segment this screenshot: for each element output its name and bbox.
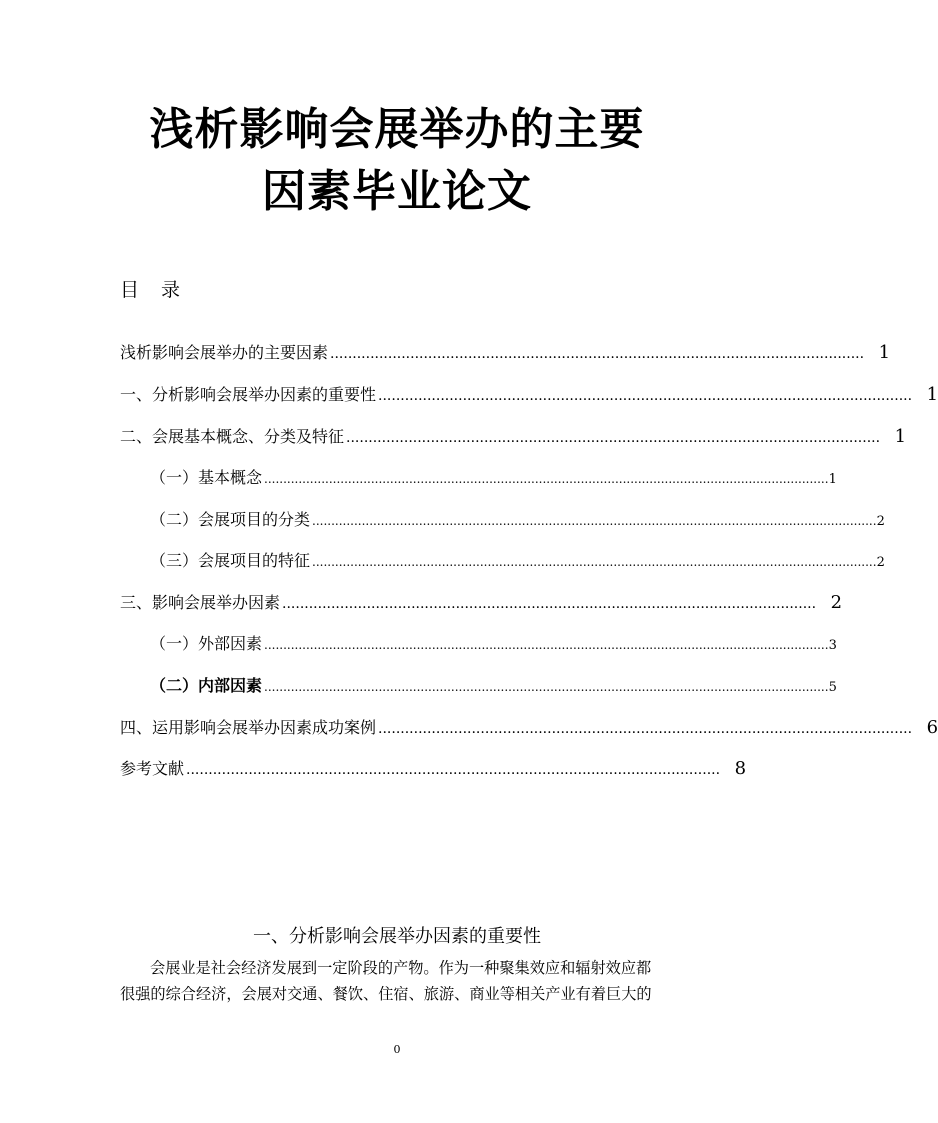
toc-heading [120,278,180,302]
toc-entry-page: 8 [734,758,747,779]
toc-entry-label: 二、会展基本概念、分类及特征 [120,427,345,446]
toc-entry-page: 2 [830,592,843,613]
toc-dot-leader: ........................................................................................................................ [186,762,721,778]
toc-entry[interactable] [150,507,885,533]
toc-dot-leader: ........................................................................................................................ [346,430,881,446]
toc-entry-label: （一）基本概念 [150,468,263,487]
toc-dot-leader: .................................................................................................................................................... [264,472,829,486]
toc-entry-label: 浅析影响会展举办的主要因素 [120,343,329,362]
toc-entry-page: 2 [876,514,885,529]
toc-dot-leader: ........................................................................................................................ [330,346,865,362]
toc-entry-page: 5 [828,680,837,695]
toc-entry-label: （三）会展项目的特征 [150,551,311,570]
toc-entry-page: 2 [876,555,885,570]
toc-entry[interactable] [150,465,837,491]
toc-entry[interactable] [120,424,907,450]
body-paragraph [120,955,675,1007]
toc-entry[interactable] [120,590,843,616]
toc-heading-right: 录 [161,279,181,301]
toc-entry-label: （二）内部因素 [150,676,263,695]
toc-entry-label: （一）外部因素 [150,634,263,653]
toc-entry[interactable] [120,756,747,782]
paragraph-line: 很强的综合经济，会展对交通、餐饮、住宿、旅游、商业等相关产业有着巨大的 [120,985,652,1003]
toc-dot-leader: .................................................................................................................................................... [312,555,877,569]
toc-dot-leader: ........................................................................................................................ [378,721,913,737]
toc-entry[interactable] [120,340,891,366]
toc-entry-label: 参考文献 [120,759,185,778]
toc-entry[interactable] [150,548,885,574]
toc-entry[interactable] [120,382,938,408]
toc-dot-leader: .................................................................................................................................................... [264,638,829,652]
toc-entry-label: 四、运用影响会展举办因素成功案例 [120,718,377,737]
toc-entry[interactable] [150,673,837,699]
toc-entry[interactable] [150,631,837,657]
toc-entry-page: 3 [828,638,837,653]
document-title-line-1: 浅析影响会展举办的主要 [149,104,645,155]
toc-entry-page: 6 [926,717,938,738]
toc-heading-left: 目 [120,279,140,301]
section-heading: 一、分析影响会展举办因素的重要性 [253,926,541,947]
toc-dot-leader: ........................................................................................................................ [282,596,817,612]
toc-dot-leader: .................................................................................................................................................... [264,680,829,694]
toc-entry-page: 1 [828,472,837,487]
toc-entry[interactable] [120,715,938,741]
toc-entry-label: 一、分析影响会展举办因素的重要性 [120,385,377,404]
document-title-line-2: 因素毕业论文 [262,166,532,217]
paragraph-line: 会展业是社会经济发展到一定阶段的产物。作为一种聚集效应和辐射效应都 [150,959,652,977]
toc-entry-page: 1 [926,384,938,405]
toc-entry-label: 三、影响会展举办因素 [120,593,281,612]
toc-entry-page: 1 [878,342,891,363]
toc-dot-leader: .................................................................................................................................................... [312,514,877,528]
toc-entry-label: （二）会展项目的分类 [150,510,311,529]
page-number: 0 [393,1043,401,1056]
toc-dot-leader: ........................................................................................................................ [378,388,913,404]
toc-entry-page: 1 [894,426,907,447]
